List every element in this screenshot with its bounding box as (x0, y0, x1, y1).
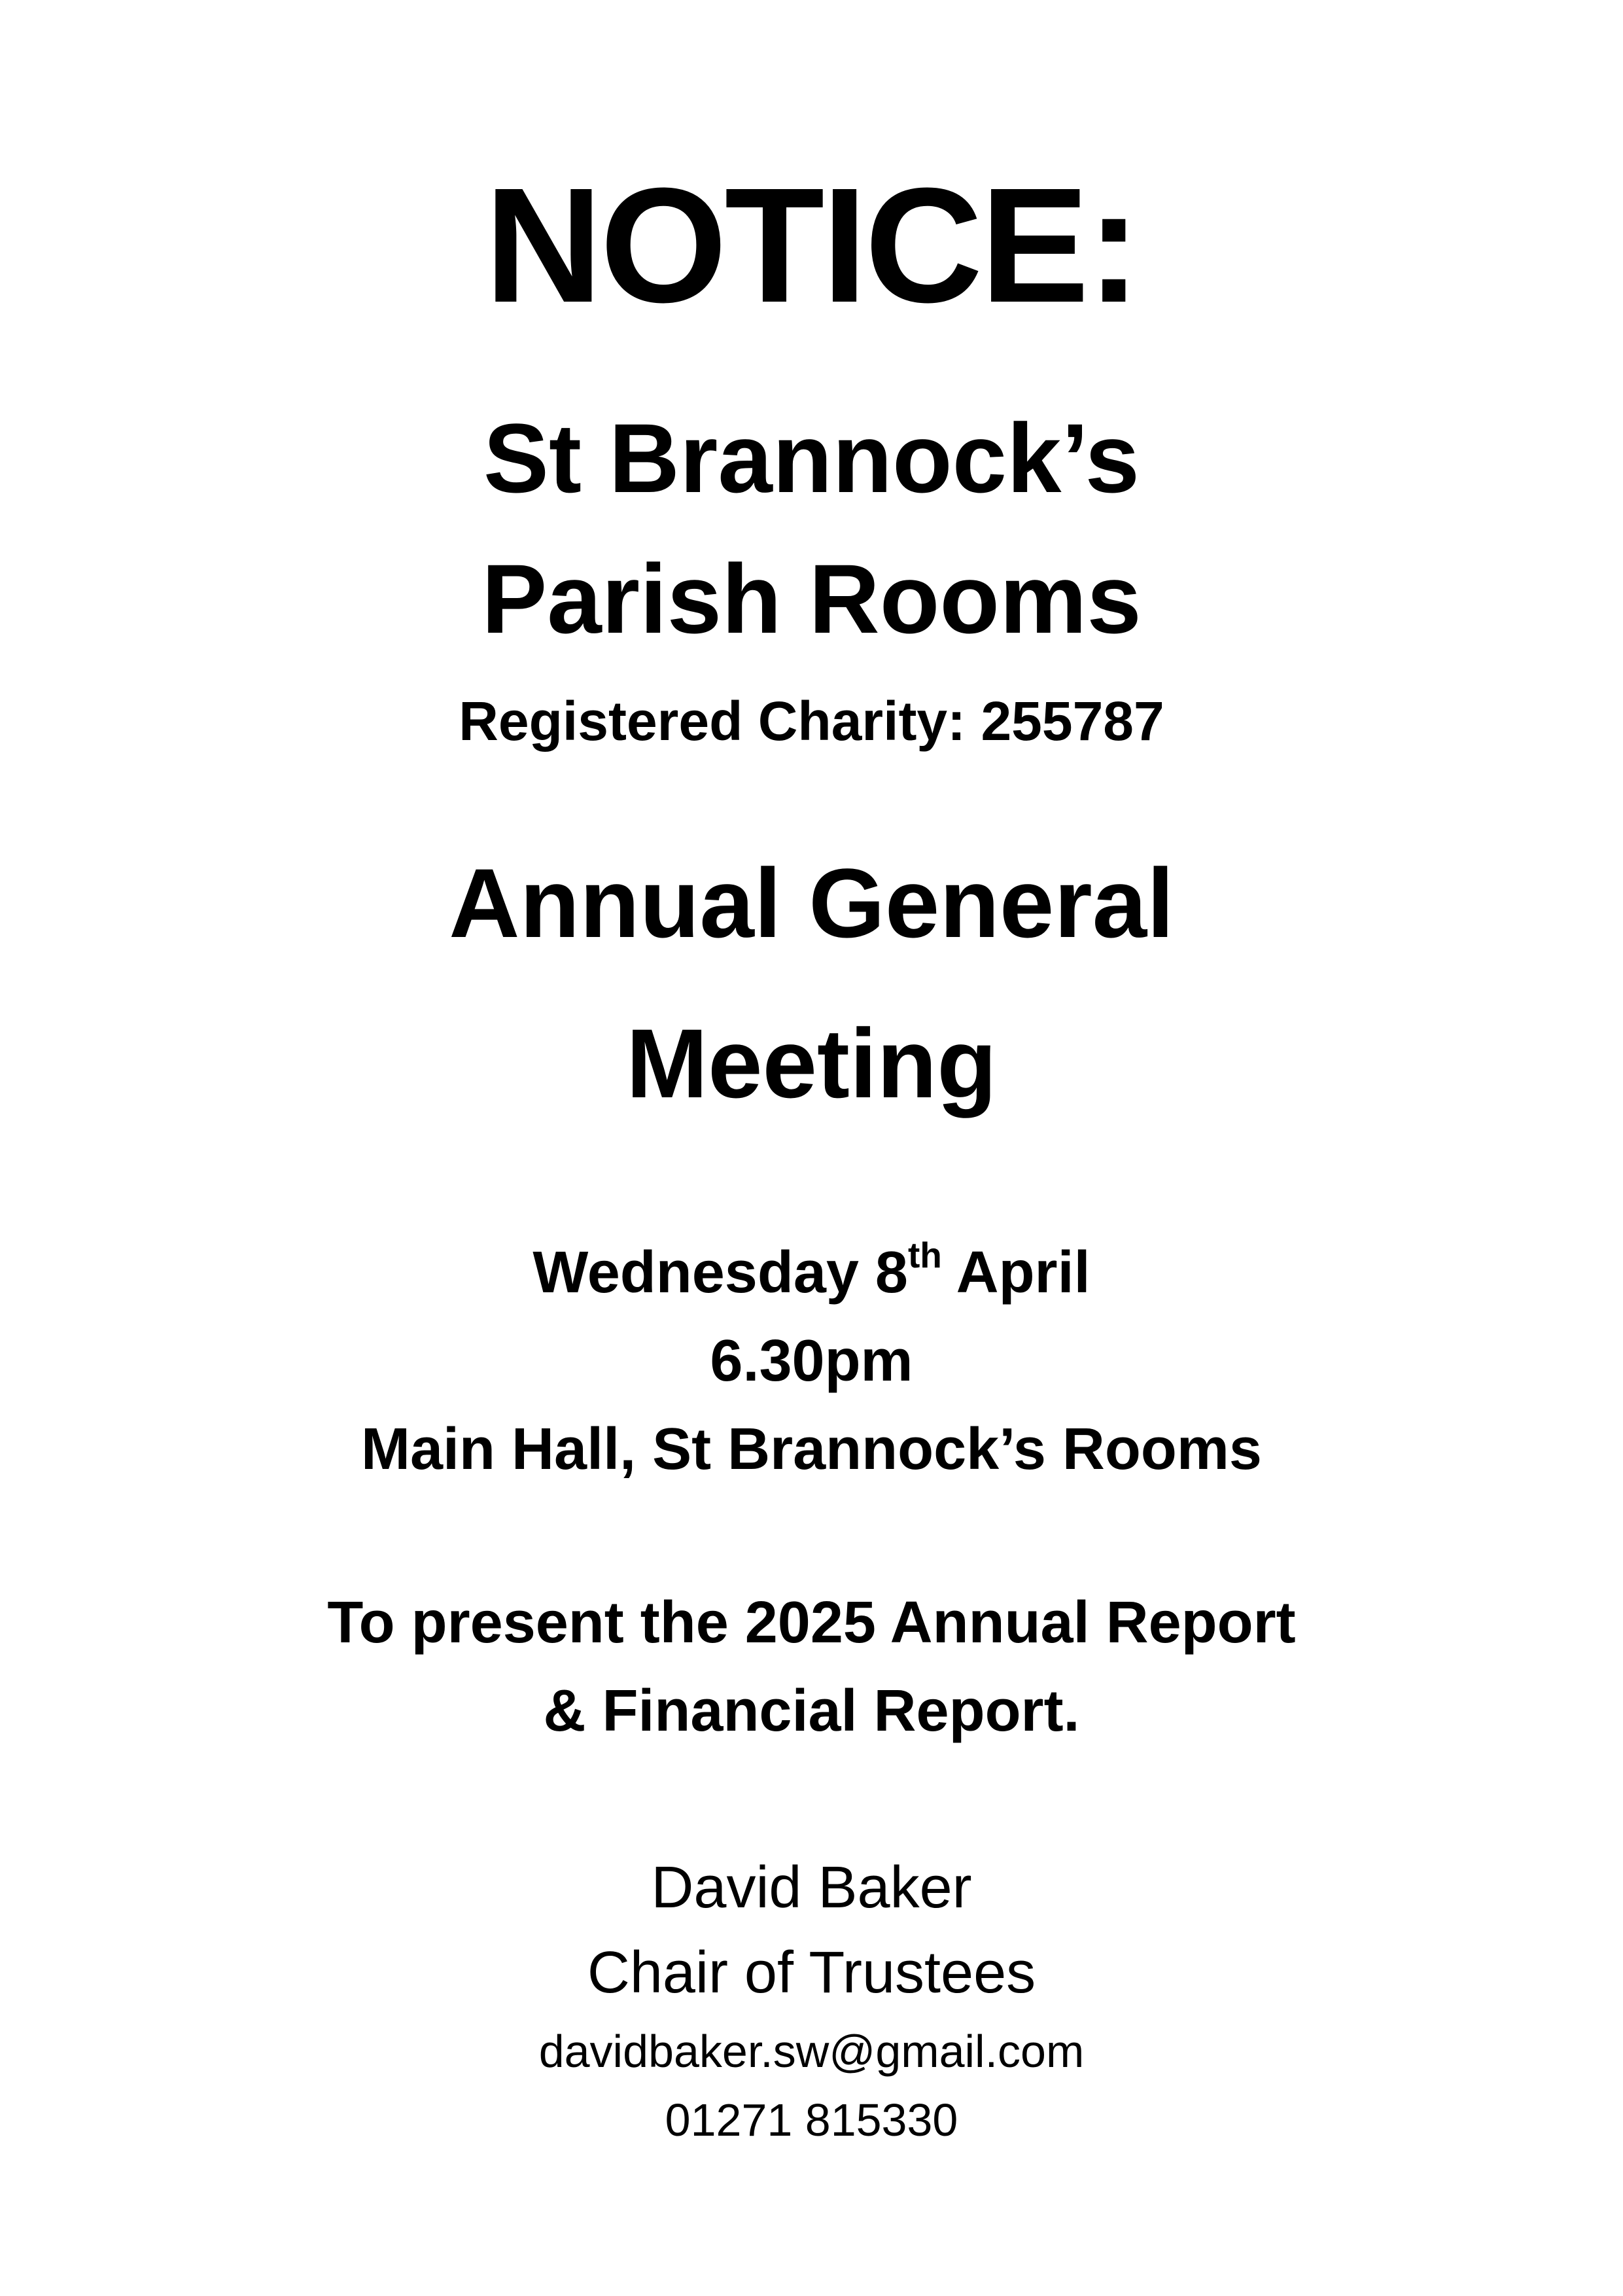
event-title-line1: Annual General (449, 848, 1174, 958)
organisation-name-line1: St Brannock’s (483, 403, 1140, 513)
meeting-date-ordinal: th (907, 1235, 942, 1275)
event-title-line2: Meeting (626, 1008, 997, 1118)
meeting-date (0, 1235, 1623, 1305)
contact-phone: 01271 815330 (665, 2094, 958, 2146)
contact-name: David Baker (651, 1855, 972, 1920)
meeting-venue: Main Hall, St Brannock’s Rooms (361, 1417, 1262, 1482)
organisation-name-line2: Parish Rooms (481, 544, 1142, 654)
meeting-purpose-line1: To present the 2025 Annual Report (327, 1590, 1296, 1655)
contact-role: Chair of Trustees (587, 1940, 1036, 2005)
meeting-date-day: Wednesday 8 (532, 1240, 908, 1305)
charity-number: Registered Charity: 255787 (459, 690, 1164, 752)
notice-heading: NOTICE: (484, 154, 1139, 336)
meeting-time: 6.30pm (710, 1328, 913, 1394)
meeting-purpose-line2: & Financial Report. (543, 1678, 1080, 1744)
meeting-date-month: April (941, 1240, 1091, 1305)
contact-email: davidbaker.sw@gmail.com (538, 2026, 1085, 2077)
